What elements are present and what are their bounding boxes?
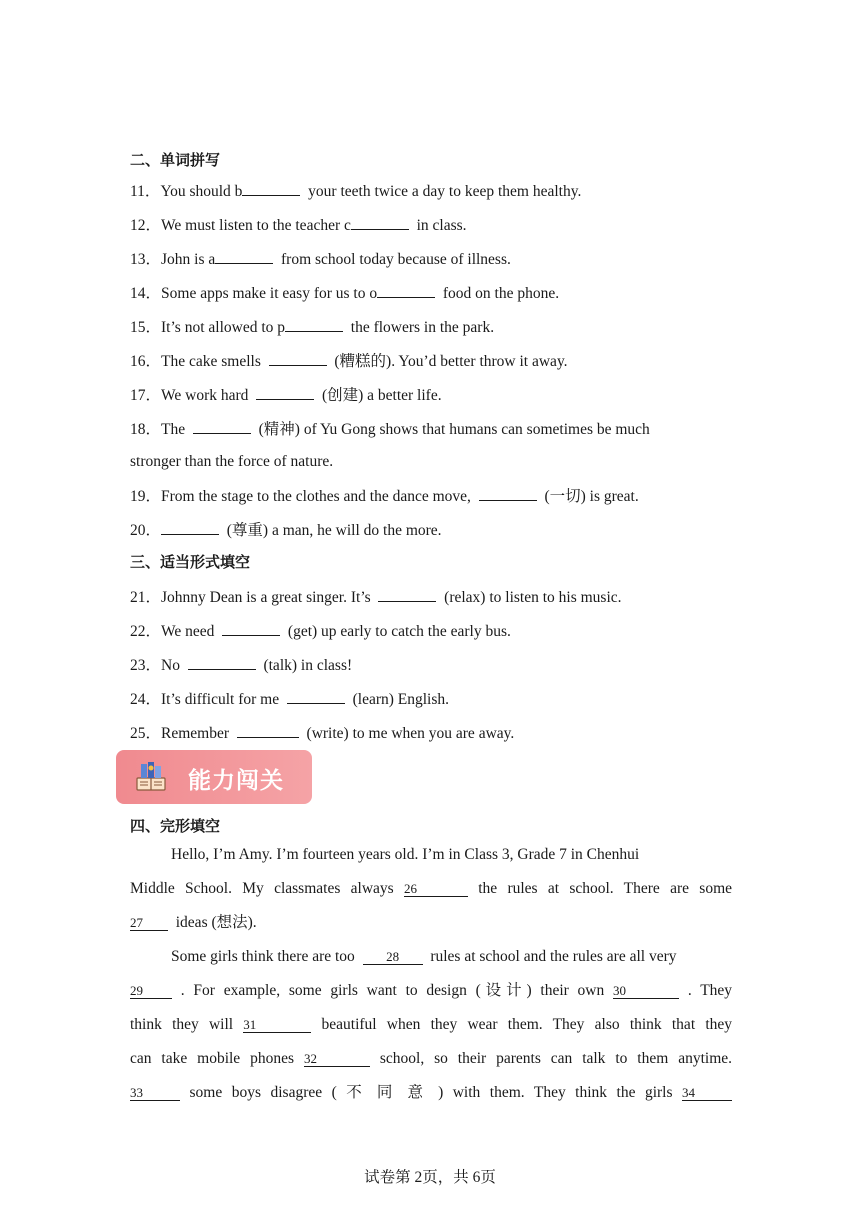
page-footer: 试卷第 2页，共 6页 xyxy=(364,1169,496,1186)
cloze-blank-31: 31 xyxy=(243,1017,311,1033)
answer-blank xyxy=(222,620,280,636)
cloze-blank-32: 32 xyxy=(304,1051,370,1067)
answer-blank xyxy=(285,316,343,332)
section-title: 二、单词拼写 xyxy=(130,151,221,169)
passage-line: 33 some boys disagree ( 不 同 意 ) with them. They think the girls 34 xyxy=(130,1083,732,1103)
question-19: 19．From the stage to the clothes and the dance move, (一切) is great. xyxy=(130,485,639,507)
answer-blank xyxy=(161,519,219,535)
answer-blank xyxy=(242,180,300,196)
cloze-blank-29: 29 xyxy=(130,983,172,999)
cloze-blank-34: 34 xyxy=(682,1085,732,1101)
answer-blank xyxy=(193,418,251,434)
answer-blank xyxy=(479,485,537,501)
answer-blank xyxy=(256,384,314,400)
question-12: 12．We must listen to the teacher c in class. xyxy=(130,214,467,236)
passage-line: Some girls think there are too 28 rules at school and the rules are all very xyxy=(171,948,677,965)
answer-blank xyxy=(188,654,256,670)
book-icon xyxy=(134,760,168,794)
passage-line: think they will 31 beautiful when they wear them. They also think that they xyxy=(130,1016,733,1033)
answer-blank xyxy=(378,586,436,602)
cloze-blank-33: 33 xyxy=(130,1085,180,1101)
section-title: 三、适当形式填空 xyxy=(130,553,251,571)
cloze-blank-26: 26 xyxy=(404,881,468,897)
question-21: 21．Johnny Dean is a great singer. It’s (relax) to listen to his music. xyxy=(130,586,622,608)
passage-line: Middle School. My classmates always 26 the rules at school. There are some xyxy=(130,880,733,897)
answer-blank xyxy=(215,248,273,264)
question-22: 22．We need (get) up early to catch the early bus. xyxy=(130,620,511,642)
passage-line: 27 ideas (想法). xyxy=(130,914,257,931)
question-15: 15．It’s not allowed to p the flowers in the park. xyxy=(130,316,494,338)
cloze-blank-30: 30 xyxy=(613,983,679,999)
question-18: 18．The (精神) of Yu Gong shows that humans can sometimes be much xyxy=(130,418,650,440)
question-24: 24．It’s difficult for me (learn) English. xyxy=(130,688,449,710)
question-11: 11．You should b your teeth twice a day to keep them healthy. xyxy=(130,180,581,202)
cloze-blank-27: 27 xyxy=(130,915,168,931)
cloze-blank-28: 28 xyxy=(363,949,423,965)
answer-blank xyxy=(377,282,435,298)
answer-blank xyxy=(269,350,327,366)
section-banner xyxy=(116,750,312,804)
question-25: 25．Remember (write) to me when you are away. xyxy=(130,722,514,744)
question-16: 16．The cake smells (糟糕的). You’d better throw it away. xyxy=(130,350,568,372)
passage-line: can take mobile phones 32 school, so their parents can talk to them anytime. xyxy=(130,1050,733,1067)
question-17: 17．We work hard (创建) a better life. xyxy=(130,384,442,406)
passage-line: Hello, I’m Amy. I’m fourteen years old. I’m in Class 3, Grade 7 in Chenhui xyxy=(171,846,640,863)
answer-blank xyxy=(351,214,409,230)
banner-title: 能力闯关 xyxy=(188,768,284,794)
question-13: 13．John is a from school today because of illness. xyxy=(130,248,511,270)
answer-blank xyxy=(237,722,299,738)
section-title: 四、完形填空 xyxy=(130,817,221,835)
answer-blank xyxy=(287,688,345,704)
question-14: 14．Some apps make it easy for us to o food on the phone. xyxy=(130,282,559,304)
question-23: 23．No (talk) in class! xyxy=(130,654,352,676)
question-18-continued: stronger than the force of nature. xyxy=(130,453,334,470)
passage-line: 29 . For example, some girls want to design (设计) their own 30 . They xyxy=(130,982,733,999)
question-20: 20． (尊重) a man, he will do the more. xyxy=(130,519,442,541)
